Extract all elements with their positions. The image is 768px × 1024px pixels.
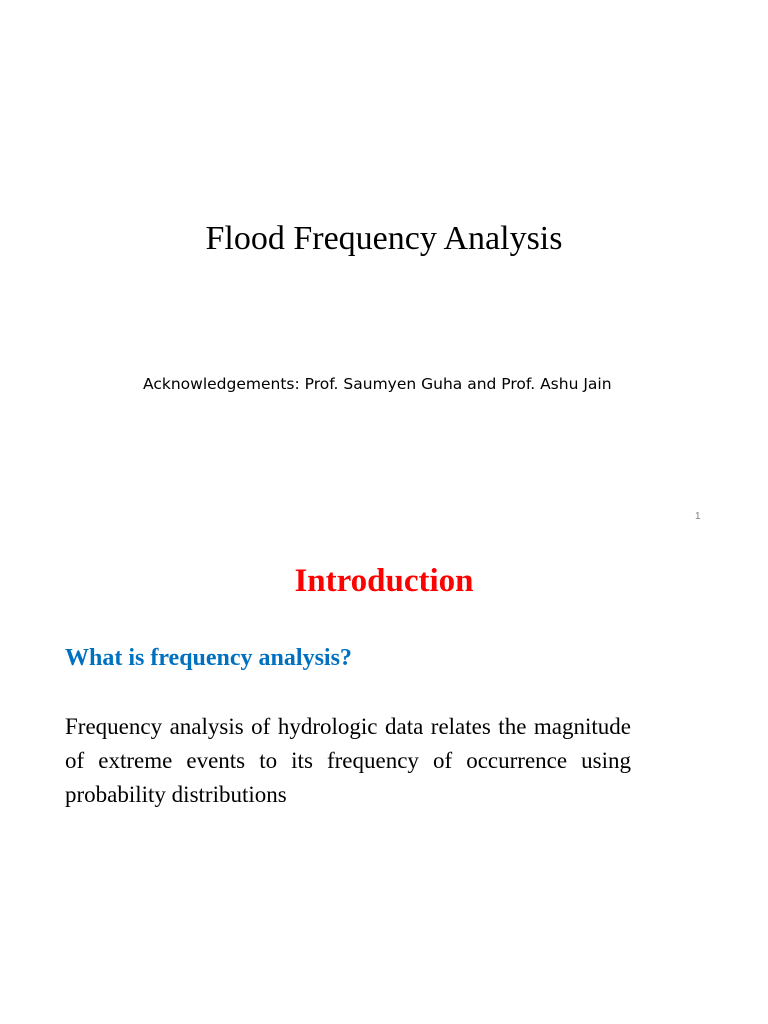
slide-title: Flood Frequency Analysis [205,220,563,257]
acknowledgements-text: Acknowledgements: Prof. Saumyen Guha and Prof. Ashu Jain [143,375,612,393]
definition-paragraph: Frequency analysis of hydrologic data relates the magnitude of extreme events to its frequency of occurrence using probability distributions [65,714,631,807]
question-heading: What is frequency analysis? [65,645,352,671]
page-number: 1 [695,511,701,522]
introduction-slide [0,540,768,1024]
introduction-heading: Introduction [294,563,474,599]
